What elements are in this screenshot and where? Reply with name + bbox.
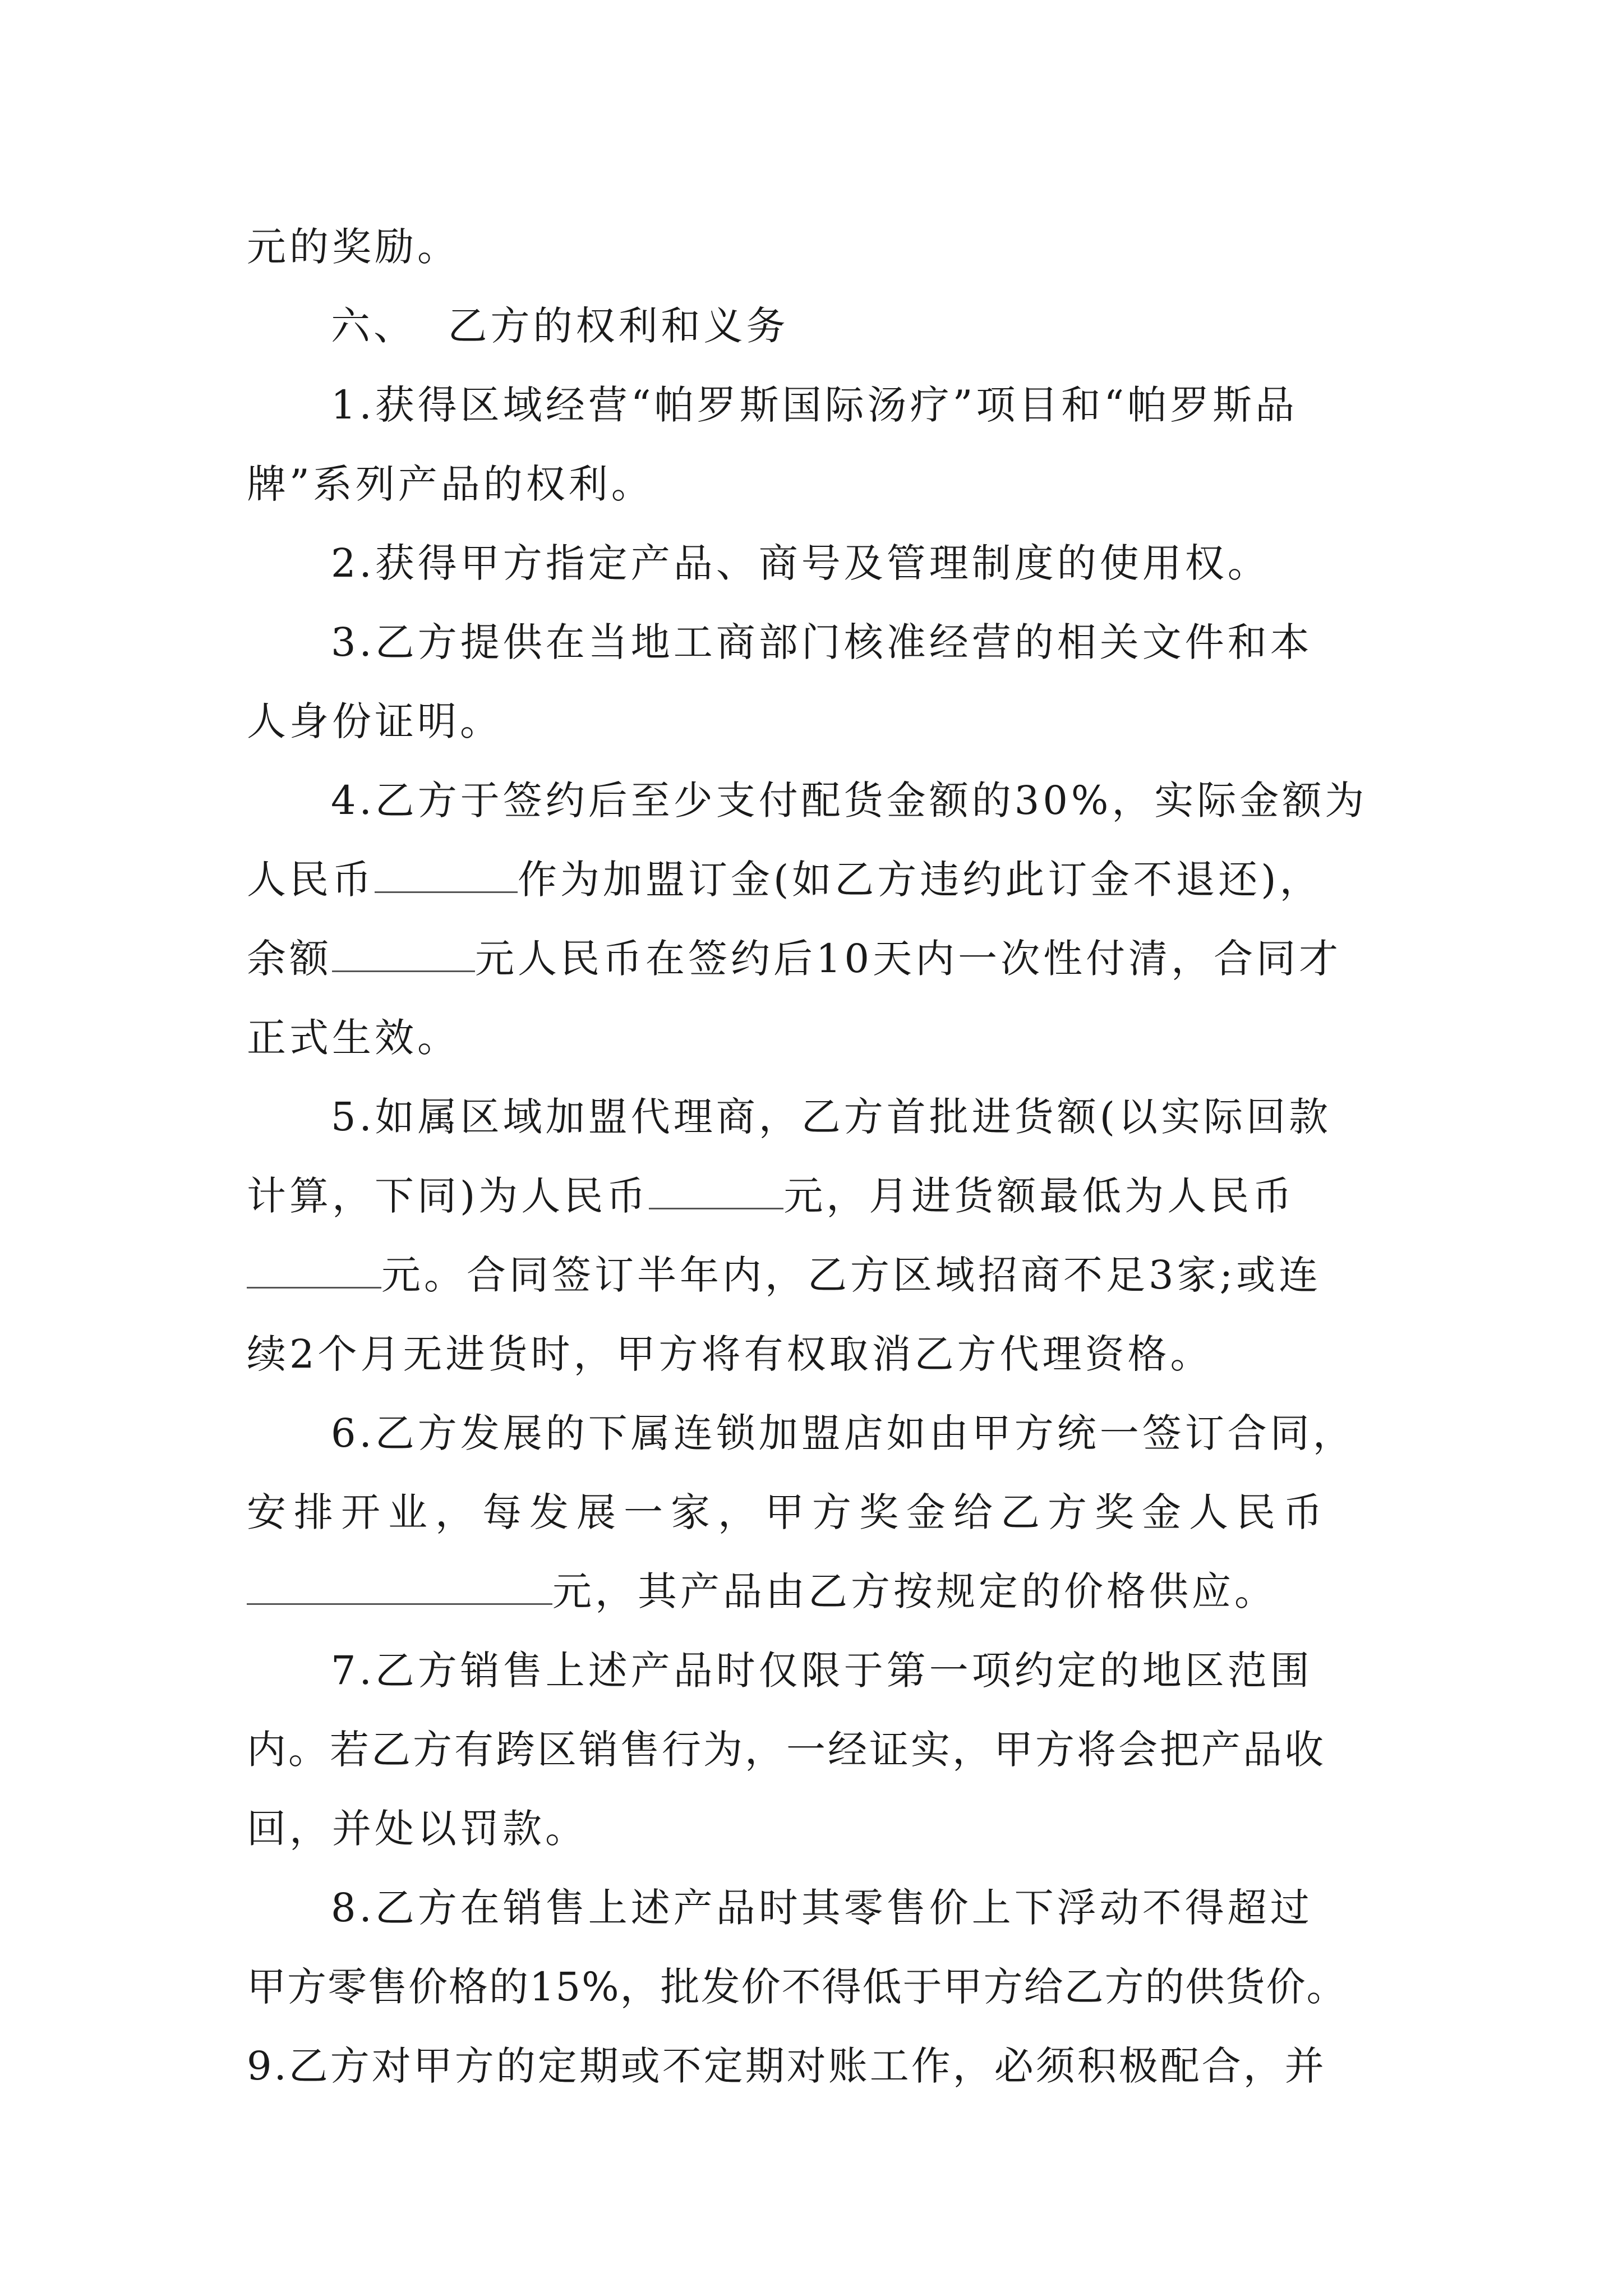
- text-line: 6.乙方发展的下属连锁加盟店如由甲方统一签订合同，: [331, 1410, 1355, 1456]
- text-line: [247, 1236, 1391, 1315]
- text-line: 8.乙方在销售上述产品时其零售价上下浮动不得超过: [331, 1885, 1313, 1931]
- text-segment: 元，月进货额最低为人民币: [783, 1173, 1295, 1219]
- text-line: 2.获得甲方指定产品、商号及管理制度的使用权。: [331, 540, 1270, 586]
- text-line: [247, 919, 1391, 999]
- text-segment: 人民币: [247, 857, 375, 903]
- fill-in-blank: [332, 933, 475, 972]
- text-line: 3.乙方提供在当地工商部门核准经营的相关文件和本: [331, 619, 1313, 665]
- text-segment: 元，其产品由乙方按规定的价格供应。: [552, 1568, 1277, 1614]
- text-line: [247, 840, 1391, 919]
- text-segment: 元。合同签订半年内，乙方区域招商不足3家;或连: [381, 1252, 1322, 1298]
- text-segment: 作为加盟订金(如乙方违约此订金不退还)，: [518, 857, 1322, 903]
- text-line: 正式生效。: [247, 1015, 460, 1061]
- fill-in-blank: [649, 1171, 783, 1209]
- text-line: [247, 1157, 1391, 1236]
- text-segment: 余额: [247, 936, 332, 982]
- text-segment: 元人民币在签约后10天内一次性付清，合同才: [475, 936, 1342, 982]
- fill-in-blank: [247, 1566, 552, 1605]
- text-line: 1.获得区域经营“帕罗斯国际汤疗”项目和“帕罗斯品: [331, 382, 1298, 428]
- text-segment: 计算，下同)为人民币: [247, 1173, 649, 1219]
- text-line: 牌”系列产品的权利。: [247, 461, 654, 507]
- text-line: 安排开业，每发展一家，甲方奖金给乙方奖金人民币: [247, 1489, 1330, 1535]
- fill-in-blank: [247, 1250, 381, 1289]
- section-heading: 六、 乙方的权利和义务: [331, 303, 789, 349]
- fill-in-blank: [375, 854, 518, 893]
- text-line: 5.如属区域加盟代理商，乙方首批进货额(以实际回款: [331, 1094, 1332, 1140]
- text-line: 甲方零售价格的15%，批发价不得低于甲方给乙方的供货价。: [247, 1964, 1347, 2010]
- text-line: 7.乙方销售上述产品时仅限于第一项约定的地区范围: [331, 1648, 1313, 1694]
- text-line: 人身份证明。: [247, 698, 502, 744]
- text-line: 9.乙方对甲方的定期或不定期对账工作，必须积极配合，并: [247, 2043, 1326, 2089]
- text-line: 4.乙方于签约后至少支付配货金额的30%，实际金额为: [331, 777, 1368, 823]
- text-line: 内。若乙方有跨区销售行为，一经证实，甲方将会把产品收: [247, 1727, 1326, 1773]
- text-line: 回，并处以罚款。: [247, 1806, 588, 1852]
- text-line: 续2个月无进货时，甲方将有权取消乙方代理资格。: [247, 1331, 1213, 1377]
- document-body: [247, 208, 1391, 2106]
- text-line: [247, 1552, 1391, 1631]
- text-line: 元的奖励。: [247, 224, 460, 270]
